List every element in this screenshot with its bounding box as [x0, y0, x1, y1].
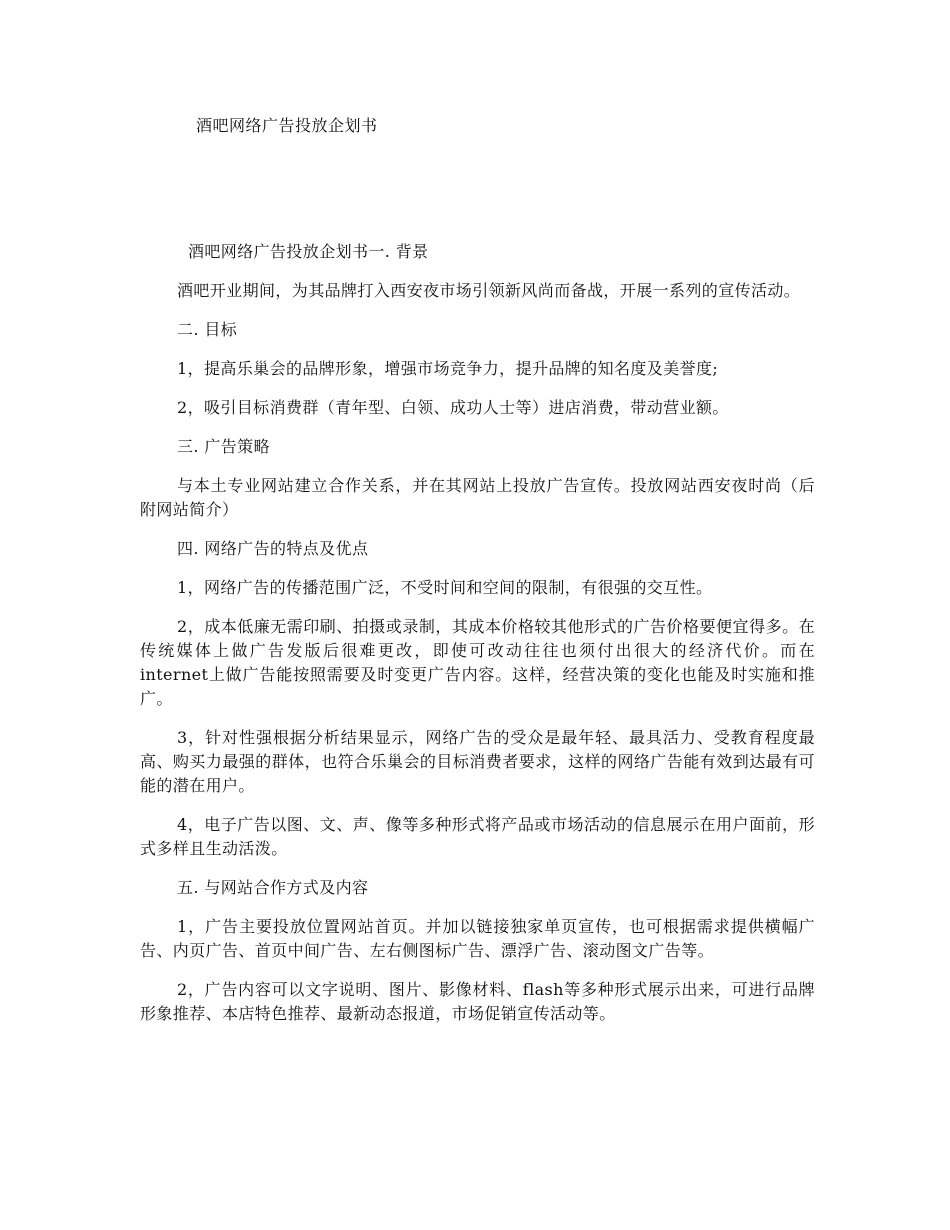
section-heading-background: 酒吧网络广告投放企划书一. 背景 — [188, 242, 429, 261]
document-body — [140, 240, 815, 1041]
paragraph-goal-2: 2，吸引目标消费群（青年型、白领、成功人士等）进店消费，带动营业额。 — [177, 398, 729, 417]
section-heading-features: 四. 网络广告的特点及优点 — [177, 539, 369, 558]
section-heading-cooperation: 五. 与网站合作方式及内容 — [177, 878, 369, 897]
paragraph-goal-1: 1，提高乐巢会的品牌形象，增强市场竞争力，提升品牌的知名度及美誉度; — [177, 359, 719, 378]
paragraph-cooperation-2: 2，广告内容可以文字说明、图片、影像材料、flash等多种形式展示出来，可进行品牌形象推荐、本店特色推荐、最新动态报道，市场促销宣传活动等。 — [140, 980, 815, 1023]
paragraph-feature-1: 1，网络广告的传播范围广泛，不受时间和空间的限制，有很强的交互性。 — [177, 578, 713, 597]
paragraph-feature-4: 4，电子广告以图、文、声、像等多种形式将产品或市场活动的信息展示在用户面前，形式多样且生动活泼。 — [140, 815, 815, 858]
section-heading-goals: 二. 目标 — [177, 320, 238, 339]
paragraph-cooperation-1: 1，广告主要投放位置网站首页。并加以链接独家单页宣传，也可根据需求提供横幅广告、内页广告、首页中间广告、左右侧图标广告、漂浮广告、滚动图文广告等。 — [140, 917, 815, 960]
paragraph-feature-3: 3，针对性强根据分析结果显示，网络广告的受众是最年轻、最具活力、受教育程度最高、购买力最强的群体，也符合乐巢会的目标消费者要求，这样的网络广告能有效到达最有可能的潜在用户。 — [140, 728, 815, 795]
document-title: 酒吧网络广告投放企划书 — [196, 116, 378, 135]
section-heading-strategy: 三. 广告策略 — [177, 437, 270, 456]
paragraph-strategy: 与本土专业网站建立合作关系，并在其网站上投放广告宣传。投放网站西安夜时尚（后附网站简介） — [140, 476, 815, 519]
paragraph-background: 酒吧开业期间，为其品牌打入西安夜市场引领新风尚而备战，开展一系列的宣传活动。 — [177, 281, 801, 300]
paragraph-feature-2: 2，成本低廉无需印刷、拍摄或录制，其成本价格较其他形式的广告价格要便宜得多。在传统媒体上做广告发版后很难更改，即使可改动往往也须付出很大的经济代价。而在internet上做广告能按照需要及时变更广告内容。这样，经营决策的变化也能及时实施和推广。 — [140, 617, 815, 708]
